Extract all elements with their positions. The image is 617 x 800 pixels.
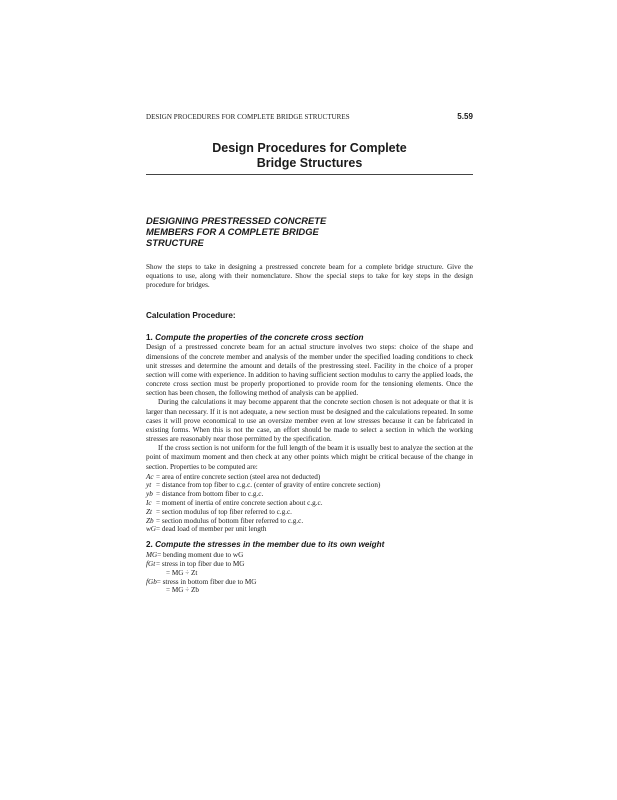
- section-title-line-2: MEMBERS FOR A COMPLETE BRIDGE: [146, 226, 319, 237]
- chapter-title: [146, 141, 473, 171]
- step-2-heading: [146, 540, 473, 550]
- step-1-paragraph-3: If the cross section is not uniform for the full length of the beam it is usually best to analyze the section at the point of maximum moment and then check at any other points which might be critical because of the change in section. Properties to be computed are:: [146, 444, 473, 471]
- definition-item: fGt= stress in top fiber due to MG: [146, 560, 245, 569]
- intro-paragraph: Show the steps to take in designing a prestressed concrete beam for a complete bridge structure. Give the equations to use, along with their nomenclature. Show the special steps to take for key steps in the design procedure for bridges.: [146, 263, 473, 290]
- definition-item: MG= bending moment due to wG: [146, 551, 244, 560]
- step-1-definitions: [146, 473, 473, 535]
- definition-item: Ac = area of entire concrete section (steel area not deducted): [146, 472, 321, 481]
- definition-item: = MG ÷ Zb: [166, 586, 199, 595]
- calculation-procedure-heading: Calculation Procedure:: [146, 311, 236, 321]
- definition-item: Ic = moment of inertia of entire concrete section about c.g.c.: [146, 499, 323, 508]
- section-title-line-1: DESIGNING PRESTRESSED CONCRETE: [146, 215, 327, 226]
- step-1-paragraph-1: Design of a prestressed concrete beam for an actual structure involves two steps: choice of the shape and dimensions of the concrete member and analysis of the member under the specified loading conditions to check unit stresses and determine the amount and details of the prestressing steel. Facility in the choice of a proper section will come with experience. In addition to having sufficient section modulus to carry the applied loads, the concrete cross section must be properly proportioned to provide room for the tensioning elements. Once the section has been chosen, the following method of analysis can be applied.: [146, 343, 473, 398]
- title-rule: [146, 174, 473, 175]
- running-header: [146, 112, 473, 121]
- chapter-title-line-2: Bridge Structures: [256, 156, 363, 170]
- step-1-title: Compute the properties of the concrete cross section: [155, 333, 364, 343]
- step-1-paragraph-2: During the calculations it may become apparent that the concrete section chosen is not adequate or that it is larger than necessary. If it is not adequate, a new section must be designed and the calculations repeated. In some cases it will prove economical to use an oversize member even at low stresses because it can be fabricated in existing forms. When this is not the case, an effort should be made to select a section in which the working stresses are reasonably near those permitted by the specification.: [146, 398, 473, 444]
- document-page: [146, 112, 473, 595]
- running-title: DESIGN PROCEDURES FOR COMPLETE BRIDGE STRUCTURES: [146, 113, 350, 121]
- page-number: 5.59: [457, 112, 473, 121]
- definition-item: = MG ÷ Zt: [166, 568, 198, 577]
- definition-item: yt = distance from top fiber to c.g.c. (center of gravity of entire concrete section): [146, 481, 381, 490]
- definition-item: yb = distance from bottom fiber to c.g.c.: [146, 490, 264, 499]
- definition-item: Zt = section modulus of top fiber referred to c.g.c.: [146, 507, 292, 516]
- step-2-number: 2.: [146, 540, 153, 550]
- section-title-line-3: STRUCTURE: [146, 237, 204, 248]
- step-2-title: Compute the stresses in the member due to its own weight: [155, 540, 385, 550]
- step-1-heading: [146, 333, 473, 343]
- chapter-title-line-1: Design Procedures for Complete: [212, 141, 407, 155]
- section-title: [146, 215, 473, 248]
- definition-item: fGb= stress in bottom fiber due to MG: [146, 577, 257, 586]
- definition-item: wG= dead load of member per unit length: [146, 525, 267, 534]
- step-1-number: 1.: [146, 333, 153, 343]
- definition-item: Zb = section modulus of bottom fiber referred to c.g.c.: [146, 516, 304, 525]
- step-2-definitions: [146, 551, 473, 595]
